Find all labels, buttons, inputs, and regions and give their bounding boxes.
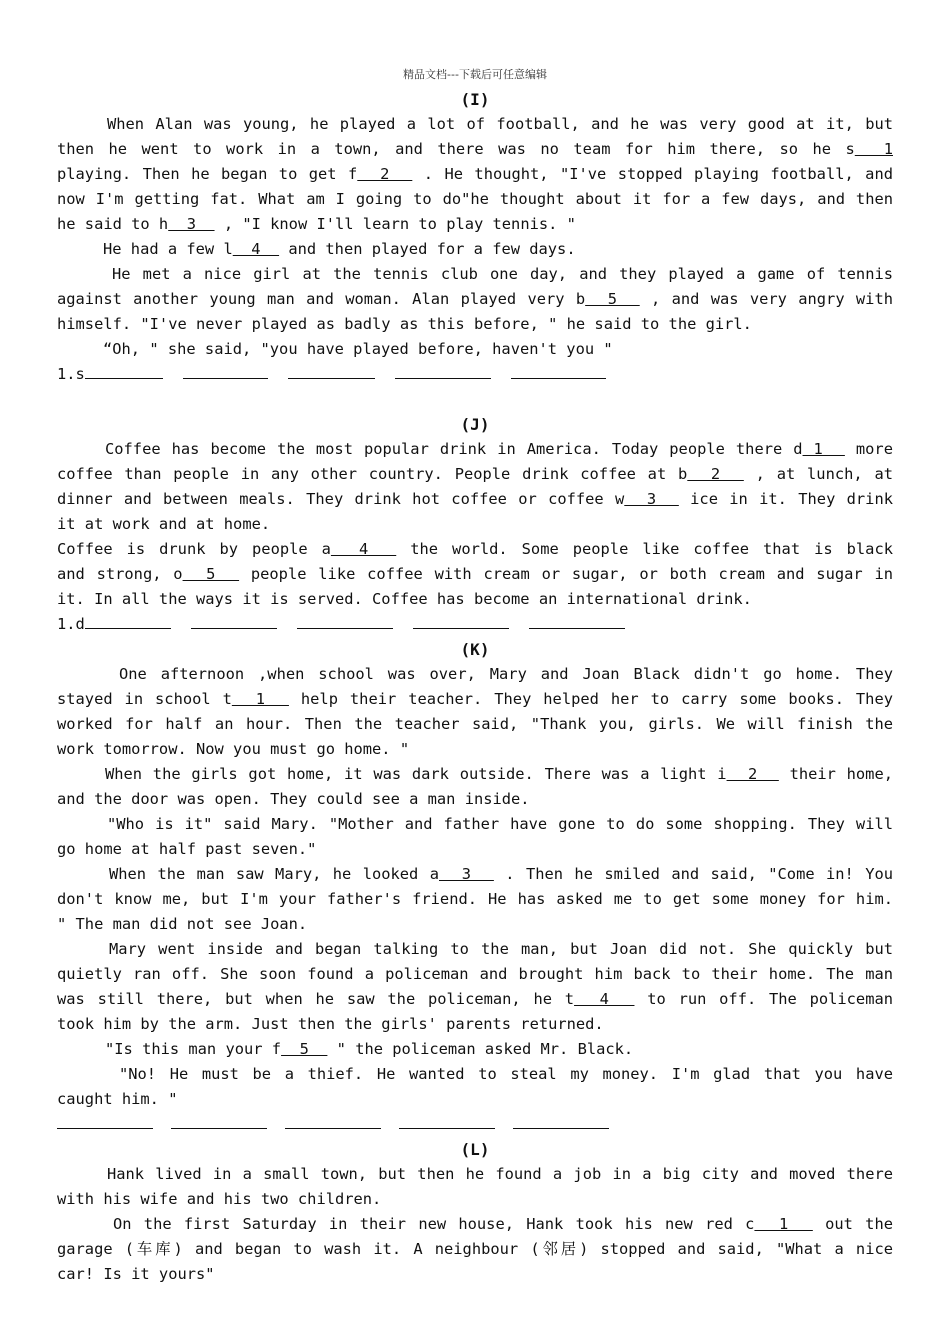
blank-i-4[interactable]: 4 bbox=[232, 240, 280, 258]
section-title-i: (I) bbox=[460, 90, 490, 109]
blank-j-2[interactable]: 2 bbox=[687, 465, 744, 483]
blank-j-3[interactable]: 3 bbox=[624, 490, 679, 508]
document-body bbox=[57, 0, 893, 1287]
passage-k-line-3: worked for half an hour. Then the teacher said, "Thank you, girls. We will finish the bbox=[57, 715, 893, 733]
passage-k-line-17: "No! He must be a thief. He wanted to steal my money. I'm glad that you have bbox=[119, 1065, 893, 1083]
passage-j-line-5: Coffee is drunk by people a 4 the world. Some people like coffee that is black bbox=[57, 540, 893, 558]
passage-j-line-7: it. In all the ways it is served. Coffee has become an international drink. bbox=[57, 590, 752, 608]
passage-i-line-4: now I'm getting fat. What am I going to do"he thought about it for a few days, and then bbox=[57, 190, 893, 208]
section-title-l: (L) bbox=[460, 1140, 490, 1159]
answer-line-i-1[interactable] bbox=[85, 362, 163, 379]
passage-k-line-8: go home at half past seven." bbox=[57, 840, 317, 858]
passage-l-line-5: car! Is it yours" bbox=[57, 1265, 215, 1283]
blank-j-1[interactable]: 1 bbox=[802, 440, 845, 458]
passage-k-line-18: caught him. " bbox=[57, 1090, 178, 1108]
answer-line-j-1[interactable] bbox=[85, 612, 171, 629]
passage-i-line-10: “Oh, " she said, "you have played before, haven't you " bbox=[103, 340, 613, 358]
passage-k-line-13: quietly ran off. She soon found a policeman and brought him back to their home. The man bbox=[57, 965, 893, 983]
blank-k-1[interactable]: 1 bbox=[231, 690, 289, 708]
passage-l-line-3: On the first Saturday in their new house, Hank took his new red c 1 out the bbox=[113, 1215, 893, 1233]
passage-j-line-3: dinner and between meals. They drink hot coffee or coffee w 3 ice in it. They drink bbox=[57, 490, 893, 508]
passage-k-line-4: work tomorrow. Now you must go home. " bbox=[57, 740, 410, 758]
passage-k-line-11: " The man did not see Joan. bbox=[57, 915, 308, 933]
passage-k-line-14: was still there, but when he saw the policeman, he t 4 to run off. The policeman bbox=[57, 990, 893, 1008]
answer-line-i-3[interactable] bbox=[288, 362, 375, 379]
passage-k-line-16: "Is this man your f 5 " the policeman asked Mr. Black. bbox=[105, 1040, 634, 1058]
passage-k-line-7: "Who is it" said Mary. "Mother and father have gone to do some shopping. They will bbox=[107, 815, 893, 833]
passage-l-line-2: with his wife and his two children. bbox=[57, 1190, 382, 1208]
answer-line-i-2[interactable] bbox=[183, 362, 268, 379]
blank-j-5[interactable]: 5 bbox=[182, 565, 240, 583]
passage-j-line-2: coffee than people in any other country. People drink coffee at b 2 , at lunch, at bbox=[57, 465, 893, 483]
answer-line-i-4[interactable] bbox=[395, 362, 491, 379]
blank-k-2[interactable]: 2 bbox=[726, 765, 779, 783]
section-title-j: (J) bbox=[460, 415, 490, 434]
answer-line-i-5[interactable] bbox=[511, 362, 606, 379]
passage-i-line-9: himself. "I've never played as badly as this before, " he said to the girl. bbox=[57, 315, 752, 333]
passage-l-line-4: garage (车库) and began to wash it. A neighbour (邻居) stopped and said, "What a nice bbox=[57, 1240, 893, 1258]
blank-i-5[interactable]: 5 bbox=[585, 290, 640, 308]
passage-k-line-5: When the girls got home, it was dark outside. There was a light i 2 their home, bbox=[105, 765, 893, 783]
passage-k-line-1: One afternoon ,when school was over, Mary and Joan Black didn't go home. They bbox=[119, 665, 893, 683]
passage-k-line-12: Mary went inside and began talking to the man, but Joan did not. She quickly but bbox=[109, 940, 893, 958]
answer-line-k-4[interactable] bbox=[399, 1112, 495, 1129]
answer-line-k-1[interactable] bbox=[57, 1112, 153, 1129]
passage-i-line-1: When Alan was young, he played a lot of football, and he was very good at it, but bbox=[107, 115, 893, 133]
answer-line-k-3[interactable] bbox=[285, 1112, 381, 1129]
passage-k-line-2: stayed in school t 1 help their teacher. They helped her to carry some books. They bbox=[57, 690, 893, 708]
answer-line-j-5[interactable] bbox=[529, 612, 625, 629]
blank-k-4[interactable]: 4 bbox=[574, 990, 635, 1008]
answer-row-i: 1.s bbox=[57, 362, 893, 387]
passage-k-line-15: took him by the arm. Just then the girls' parents returned. bbox=[57, 1015, 604, 1033]
answer-line-j-4[interactable] bbox=[413, 612, 509, 629]
passage-i-line-8: against another young man and woman. Alan played very b 5 , and was very angry with bbox=[57, 290, 893, 308]
blank-i-3[interactable]: 3 bbox=[168, 215, 215, 233]
answer-line-j-2[interactable] bbox=[191, 612, 277, 629]
passage-i-line-5: he said to h 3 , "I know I'll learn to play tennis. " bbox=[57, 215, 576, 233]
answer-row-j: 1.d bbox=[57, 612, 893, 637]
blank-k-3[interactable]: 3 bbox=[439, 865, 494, 883]
passage-i-line-6: He had a few l 4 and then played for a few days. bbox=[103, 240, 576, 258]
passage-l-line-1: Hank lived in a small town, but then he found a job in a big city and moved there bbox=[107, 1165, 893, 1183]
passage-j-line-1: Coffee has become the most popular drink in America. Today people there d 1 more bbox=[105, 440, 893, 458]
passage-i-line-3: playing. Then he began to get f 2 . He thought, "I've stopped playing football, and bbox=[57, 165, 893, 183]
answer-line-k-2[interactable] bbox=[171, 1112, 267, 1129]
passage-k-line-6: and the door was open. They could see a man inside. bbox=[57, 790, 530, 808]
answer-row-k bbox=[57, 1112, 893, 1137]
passage-j-line-4: it at work and at home. bbox=[57, 515, 271, 533]
blank-j-4[interactable]: 4 bbox=[330, 540, 397, 558]
passage-k-line-10: don't know me, but I'm your father's friend. He has asked me to get some money for him. bbox=[57, 890, 893, 908]
page-header: 精品文档---下载后可任意编辑 bbox=[403, 68, 547, 81]
blank-k-5[interactable]: 5 bbox=[281, 1040, 328, 1058]
passage-i-line-7: He met a nice girl at the tennis club one day, and they played a game of tennis bbox=[112, 265, 893, 283]
passage-i-line-2: then he went to work in a town, and there was no team for him there, so he s 1 bbox=[57, 140, 893, 158]
passage-j-line-6: and strong, o 5 people like coffee with cream or sugar, or both cream and sugar in bbox=[57, 565, 893, 583]
blank-i-1[interactable]: 1 bbox=[854, 140, 893, 158]
passage-k-line-9: When the man saw Mary, he looked a 3 . Then he smiled and said, "Come in! You bbox=[109, 865, 893, 883]
answer-line-j-3[interactable] bbox=[297, 612, 393, 629]
blank-l-1[interactable]: 1 bbox=[754, 1215, 813, 1233]
blank-i-2[interactable]: 2 bbox=[357, 165, 413, 183]
section-title-k: (K) bbox=[460, 640, 490, 659]
answer-line-k-5[interactable] bbox=[513, 1112, 609, 1129]
